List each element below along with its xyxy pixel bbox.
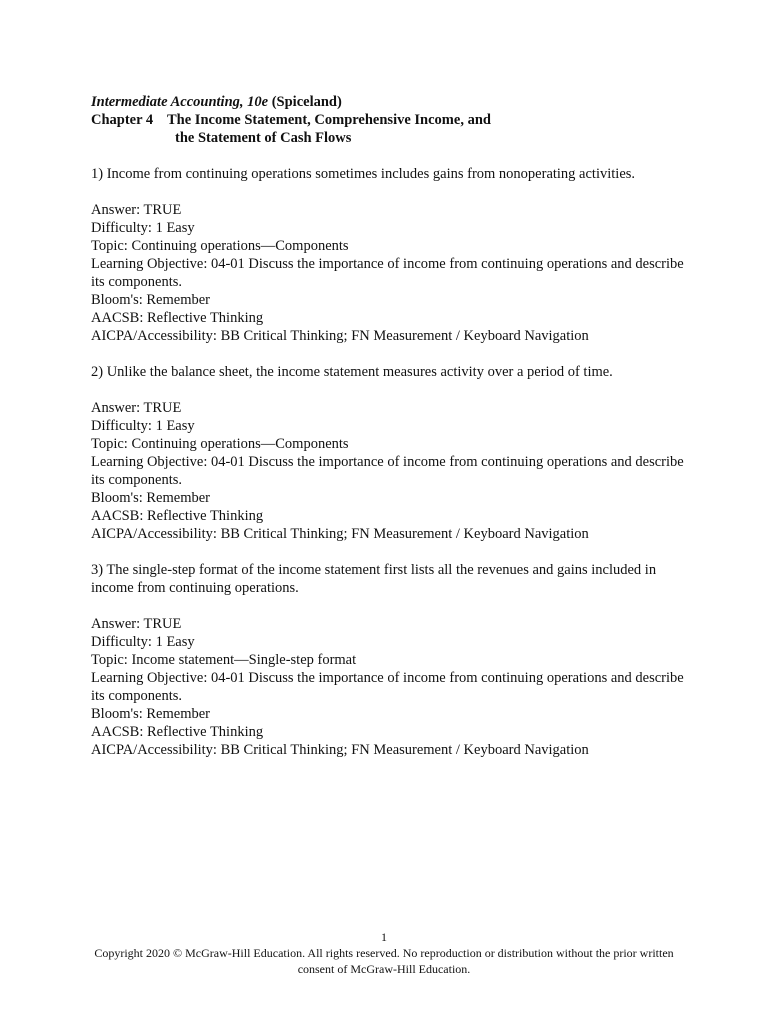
blooms-line: Bloom's: Remember (91, 292, 211, 308)
chapter-title-line-1: The Income Statement, Comprehensive Income, and (167, 112, 491, 128)
chapter-title-line-2: the Statement of Cash Flows (175, 130, 352, 146)
page-number: 1 (381, 930, 387, 944)
aicpa-line: AICPA/Accessibility: BB Critical Thinking; FN Measurement / Keyboard Navigation (91, 526, 589, 542)
page-footer (0, 929, 768, 977)
learning-objective-line: Learning Objective: 04-01 Discuss the importance of income from continuing operations and describe its components. (91, 454, 684, 488)
chapter-label: Chapter 4 (91, 112, 154, 128)
question-text: 3) The single-step format of the income statement first lists all the revenues and gains included in income from continuing operations. (91, 562, 657, 596)
blooms-line: Bloom's: Remember (91, 706, 211, 722)
question-item (91, 363, 691, 543)
book-title: Intermediate Accounting, 10e (91, 94, 269, 110)
aacsb-line: AACSB: Reflective Thinking (91, 724, 264, 740)
question-metadata (91, 615, 691, 759)
question-item (91, 561, 691, 759)
learning-objective-line: Learning Objective: 04-01 Discuss the importance of income from continuing operations and describe its components. (91, 256, 684, 290)
question-text: 1) Income from continuing operations sometimes includes gains from nonoperating activities. (91, 166, 636, 182)
chapter-heading (91, 111, 691, 147)
page-content (91, 93, 691, 759)
question-text: 2) Unlike the balance sheet, the income statement measures activity over a period of time. (91, 364, 613, 380)
aacsb-line: AACSB: Reflective Thinking (91, 310, 264, 326)
chapter-title (167, 111, 491, 147)
learning-objective-line: Learning Objective: 04-01 Discuss the importance of income from continuing operations and describe its components. (91, 670, 684, 704)
difficulty-line: Difficulty: 1 Easy (91, 634, 195, 650)
copyright-notice: Copyright 2020 © McGraw-Hill Education. All rights reserved. No reproduction or distribution without the prior written consent of McGraw-Hill Education. (94, 946, 674, 976)
aacsb-line: AACSB: Reflective Thinking (91, 508, 264, 524)
topic-line: Topic: Income statement—Single-step format (91, 652, 357, 668)
question-metadata (91, 399, 691, 543)
topic-line: Topic: Continuing operations—Components (91, 436, 349, 452)
answer-line: Answer: TRUE (91, 400, 182, 416)
book-author: (Spiceland) (271, 94, 342, 110)
question-item (91, 165, 691, 345)
answer-line: Answer: TRUE (91, 616, 182, 632)
difficulty-line: Difficulty: 1 Easy (91, 418, 195, 434)
topic-line: Topic: Continuing operations—Components (91, 238, 349, 254)
question-metadata (91, 201, 691, 345)
difficulty-line: Difficulty: 1 Easy (91, 220, 195, 236)
blooms-line: Bloom's: Remember (91, 490, 211, 506)
book-heading (91, 93, 691, 111)
answer-line: Answer: TRUE (91, 202, 182, 218)
aicpa-line: AICPA/Accessibility: BB Critical Thinking; FN Measurement / Keyboard Navigation (91, 742, 589, 758)
aicpa-line: AICPA/Accessibility: BB Critical Thinking; FN Measurement / Keyboard Navigation (91, 328, 589, 344)
